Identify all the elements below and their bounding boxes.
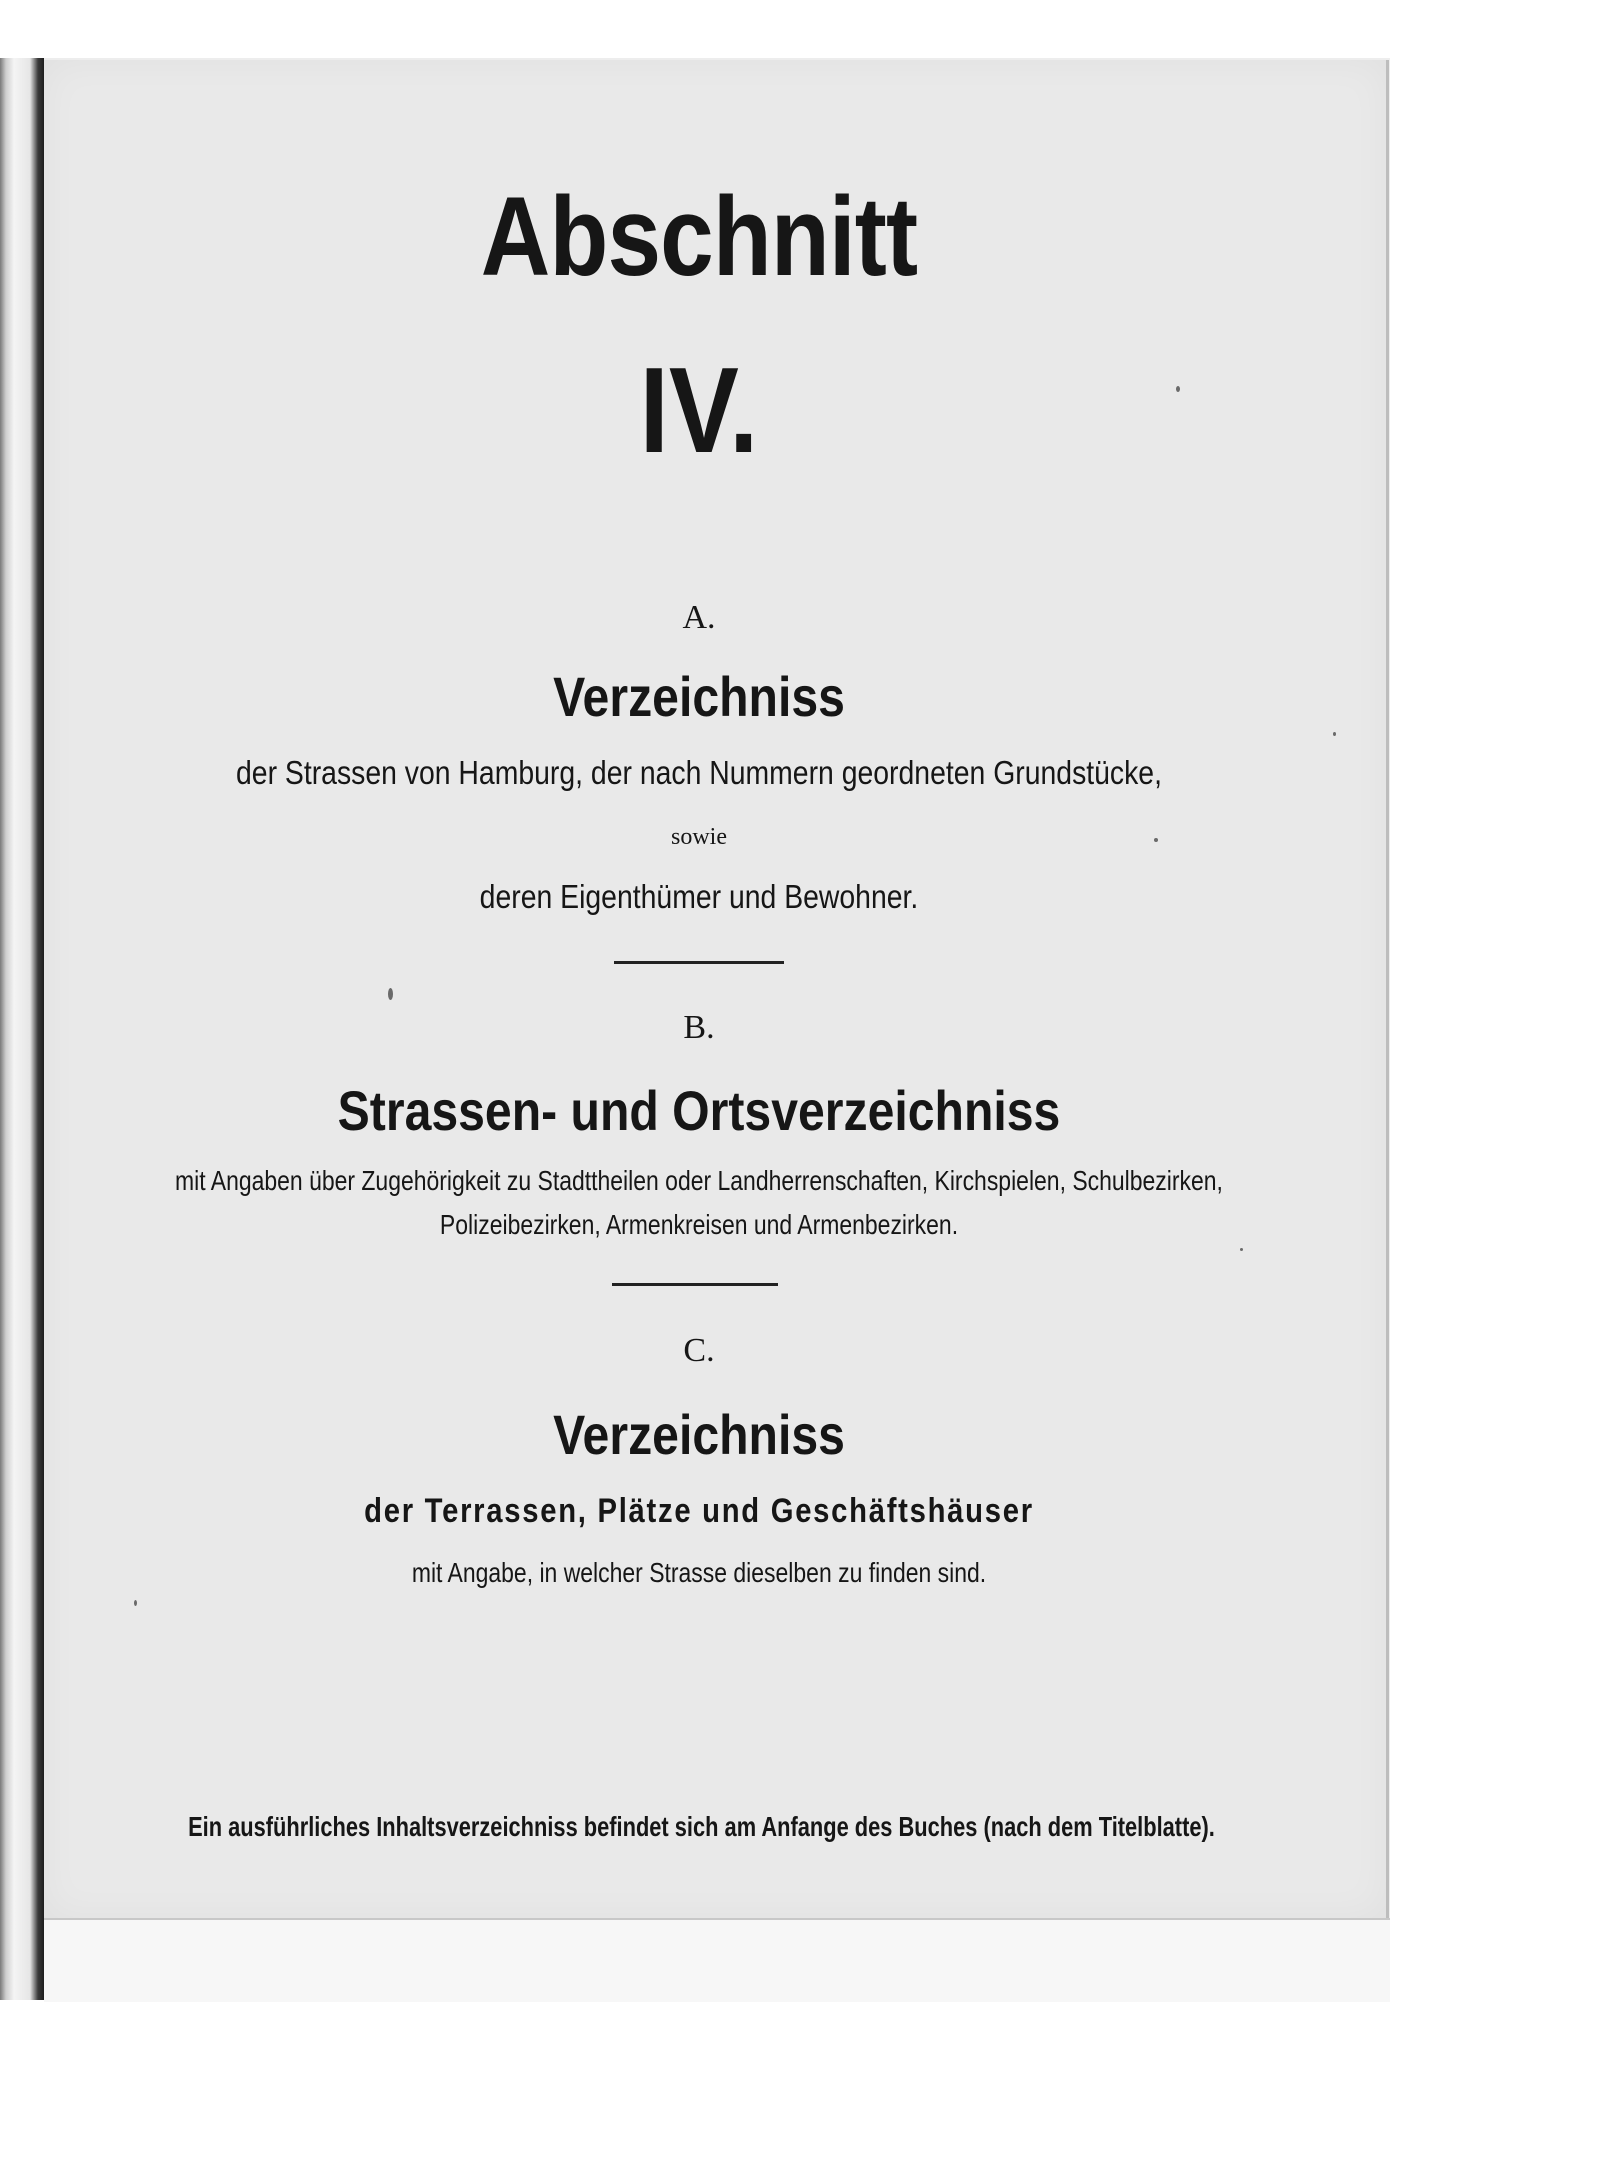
section-a-line-2: sowie bbox=[671, 824, 727, 850]
section-b-letter: B. bbox=[683, 1009, 715, 1046]
section-a-line-1: der Strassen von Hamburg, der nach Nummern geordneten Grundstücke, bbox=[235, 754, 1162, 791]
ink-speck bbox=[1240, 1248, 1243, 1251]
section-b-line-1: mit Angaben über Zugehörigkeit zu Stadttheilen oder Landherrenschaften, Kirchspielen, Schulbezirken, bbox=[175, 1165, 1223, 1196]
page-title: Abschnitt bbox=[480, 174, 918, 299]
section-c-line-2: mit Angabe, in welcher Strasse dieselben zu finden sind. bbox=[411, 1557, 987, 1588]
book-spine bbox=[0, 58, 44, 2000]
section-a-letter: A. bbox=[682, 599, 716, 636]
ink-speck bbox=[1333, 732, 1336, 736]
section-b-line-2: Polizeibezirken, Armenkreisen und Armenbezirken. bbox=[439, 1209, 959, 1240]
footnote: Ein ausführliches Inhaltsverzeichniss befindet sich am Anfange des Buches (nach dem Titelblatte). bbox=[188, 1811, 1215, 1842]
page bbox=[44, 60, 1389, 1918]
section-divider bbox=[614, 961, 784, 964]
section-a-heading: Verzeichniss bbox=[553, 665, 845, 728]
section-numeral: IV. bbox=[639, 342, 759, 478]
section-c-letter: C. bbox=[683, 1332, 715, 1369]
section-divider bbox=[612, 1283, 778, 1286]
page-bottom-margin bbox=[44, 1918, 1390, 2002]
ink-speck bbox=[388, 988, 393, 1000]
section-b-heading: Strassen- und Ortsverzeichniss bbox=[337, 1079, 1061, 1142]
section-c-line-1: der Terrassen, Plätze und Geschäftshäuser bbox=[364, 1492, 1034, 1530]
section-a-line-3: deren Eigenthümer und Bewohner. bbox=[479, 878, 919, 915]
ink-speck bbox=[134, 1600, 137, 1606]
section-c-heading: Verzeichniss bbox=[553, 1403, 845, 1466]
